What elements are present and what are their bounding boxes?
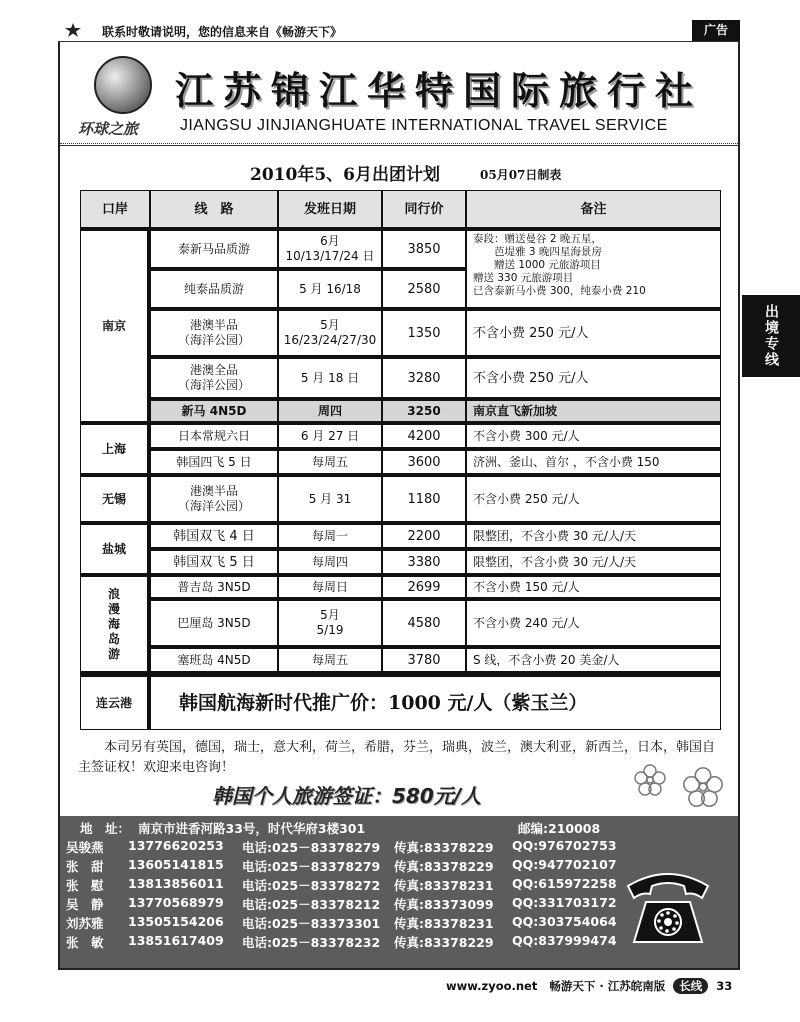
route-cell: 塞班岛 4N5D [150, 648, 278, 672]
note-cell: 不含小费 300 元/人 [466, 424, 721, 448]
date-cell: 5 月 31 [278, 476, 382, 522]
contact-qq: QQ:331703172 [512, 895, 617, 910]
contact-tel: 电话:025－83378279 [242, 859, 381, 874]
date-cell: 5 月 18 日 [278, 358, 382, 398]
route-cell: 巴厘岛 3N5D [150, 600, 278, 646]
contact-qq: QQ:837999474 [512, 933, 617, 948]
footer-url[interactable]: www.zyoo.net [446, 979, 538, 993]
magazine-logo-icon [64, 22, 82, 38]
price-cell: 1350 [382, 310, 466, 356]
route-cell: 日本常规六日 [150, 424, 278, 448]
route-cell: 泰新马品质游 [150, 230, 278, 268]
flower-icon [680, 764, 726, 810]
price-cell: 3850 [382, 230, 466, 268]
route-cell: 港澳全品 （海洋公园） [150, 358, 278, 398]
top-bar [58, 20, 740, 42]
note-cell: 限整团，不含小费 30 元/人/天 [466, 524, 721, 548]
note-cell: 不含小费 150 元/人 [466, 576, 721, 598]
price-cell: 2580 [382, 270, 466, 308]
date-cell: 每周一 [278, 524, 382, 548]
contact-mobile: 13770568979 [128, 895, 224, 910]
globe-logo-icon [94, 56, 152, 114]
price-cell: 3780 [382, 648, 466, 672]
contact-tel: 电话:025－83378212 [242, 897, 381, 912]
date-cell: 周四 [278, 400, 382, 422]
divider [60, 143, 738, 146]
date-cell: 每周五 [278, 450, 382, 474]
col-header-route: 线 路 [150, 190, 278, 228]
col-header-price: 同行价 [382, 190, 466, 228]
note-cell: 不含小费 250 元/人 [466, 476, 721, 522]
footer [446, 978, 732, 994]
contact-fax: 传真:83378229 [394, 935, 494, 950]
contact-name: 刘苏雅 [66, 916, 104, 931]
contact-tel: 电话:025－83378232 [242, 935, 381, 950]
col-header-port: 口岸 [80, 190, 150, 228]
note-cell: 限整团，不含小费 30 元/人/天 [466, 550, 721, 574]
footer-badge: 长线 [673, 978, 708, 994]
visa-promo: 韩国个人旅游签证：580元/人 [212, 784, 482, 808]
contact-qq: QQ:615972258 [512, 876, 617, 891]
port-wuxi: 无锡 [80, 476, 148, 522]
route-cell: 纯泰品质游 [150, 270, 278, 308]
note-cell: 不含小费 240 元/人 [466, 600, 721, 646]
route-cell: 普吉岛 3N5D [150, 576, 278, 598]
contact-name: 张 慰 [66, 878, 104, 893]
address-row [66, 819, 726, 837]
promo-cell: 韩国航海新时代推广价：1000 元/人（紫玉兰） [150, 676, 721, 730]
contact-mobile: 13505154206 [128, 914, 224, 929]
contact-qq: QQ:303754064 [512, 914, 617, 929]
contact-fax: 传真:83373099 [394, 897, 494, 912]
contact-fax: 传真:83378229 [394, 840, 494, 855]
price-cell: 2699 [382, 576, 466, 598]
port-shanghai: 上海 [80, 424, 148, 474]
route-cell: 韩国双飞 4 日 [150, 524, 278, 548]
route-cell: 新马 4N5D [150, 400, 278, 422]
schedule-table [80, 190, 721, 730]
visa-info-text: 本司另有英国，德国，瑞士，意大利，荷兰，希腊，芬兰，瑞典，波兰，澳大利亚，新西兰，日本，韩国自主签证权！欢迎来电咨询！ [78, 740, 716, 775]
price-cell: 2200 [382, 524, 466, 548]
contact-mobile: 13605141815 [128, 857, 224, 872]
plan-title: 2010年5、6月出团计划 [250, 165, 440, 185]
route-cell: 港澳半品 （海洋公园） [150, 310, 278, 356]
side-tab: 出境专线 [742, 295, 800, 377]
company-name: 江苏锦江华特国际旅行社 [175, 68, 704, 113]
postcode: 邮编:210008 [518, 821, 601, 836]
note-cell: 济洲、釜山、首尔 ，不含小费 150 [466, 450, 721, 474]
port-nanjing: 南京 [80, 230, 148, 422]
price-cell: 4200 [382, 424, 466, 448]
footer-publication: 畅游天下 · 江苏皖南版 [549, 979, 666, 993]
brand-slogan: 环球之旅 [78, 120, 139, 138]
page-number: 33 [716, 979, 733, 993]
note-cell: 不含小费 250 元/人 [466, 310, 721, 356]
note-cell: 不含小费 250 元/人 [466, 358, 721, 398]
col-header-date: 发班日期 [278, 190, 382, 228]
thai-note-cell: 泰段：赠送曼谷 2 晚五星， 芭堤雅 3 晚四星海景房 赠送 1000 元旅游项目 赠送 330 元旅游项目 已含泰新马小费 300，纯泰小费 210 [466, 230, 721, 308]
price-cell: 3600 [382, 450, 466, 474]
source-note: 联系时敬请说明，您的信息来自《畅游天下》 [102, 25, 343, 39]
contact-row [66, 838, 726, 856]
address: 南京市进香河路33号，时代华府3楼301 [138, 821, 366, 836]
telephone-icon [622, 862, 714, 950]
note-cell: S 线，不含小费 20 美金/人 [466, 648, 721, 672]
contact-fax: 传真:83378231 [394, 878, 494, 893]
date-cell: 6月 10/13/17/24 日 [278, 230, 382, 268]
contact-name: 张 敏 [66, 935, 104, 950]
contact-name: 张 甜 [66, 859, 104, 874]
contact-mobile: 13851617409 [128, 933, 224, 948]
contact-qq: QQ:976702753 [512, 838, 617, 853]
plan-date: 05月07日制表 [480, 168, 562, 182]
price-cell: 3280 [382, 358, 466, 398]
port-yancheng: 盐城 [80, 524, 148, 574]
date-cell: 5月 16/23/24/27/30 [278, 310, 382, 356]
price-cell: 1180 [382, 476, 466, 522]
date-cell: 5 月 16/18 [278, 270, 382, 308]
col-header-note: 备注 [466, 190, 721, 228]
contact-qq: QQ:947702107 [512, 857, 617, 872]
route-cell: 港澳半品 （海洋公园） [150, 476, 278, 522]
date-cell: 每周五 [278, 648, 382, 672]
date-cell: 5月 5/19 [278, 600, 382, 646]
contact-name: 吴 静 [66, 897, 104, 912]
address-label: 地 址： [80, 821, 131, 836]
date-cell: 6 月 27 日 [278, 424, 382, 448]
price-cell: 4580 [382, 600, 466, 646]
contact-mobile: 13776620253 [128, 838, 224, 853]
price-cell: 3380 [382, 550, 466, 574]
contact-tel: 电话:025－83373301 [242, 916, 381, 931]
route-cell: 韩国四飞 5 日 [150, 450, 278, 474]
contact-fax: 传真:83378231 [394, 916, 494, 931]
contact-tel: 电话:025－83378272 [242, 878, 381, 893]
contact-fax: 传真:83378229 [394, 859, 494, 874]
port-island: 浪 漫 海 岛 游 [80, 576, 148, 672]
contact-mobile: 13813856011 [128, 876, 224, 891]
route-cell: 韩国双飞 5 日 [150, 550, 278, 574]
port-lianyungang: 连云港 [80, 676, 148, 730]
company-name-en: JIANGSU JINJIANGHUATE INTERNATIONAL TRAVEL SERVICE [180, 117, 668, 134]
flower-icon [632, 762, 668, 798]
contact-tel: 电话:025－83378279 [242, 840, 381, 855]
date-cell: 每周日 [278, 576, 382, 598]
ad-label: 广告 [692, 20, 740, 41]
note-cell: 南京直飞新加坡 [466, 400, 721, 422]
contact-name: 吴骏燕 [66, 840, 104, 855]
date-cell: 每周四 [278, 550, 382, 574]
price-cell: 3250 [382, 400, 466, 422]
